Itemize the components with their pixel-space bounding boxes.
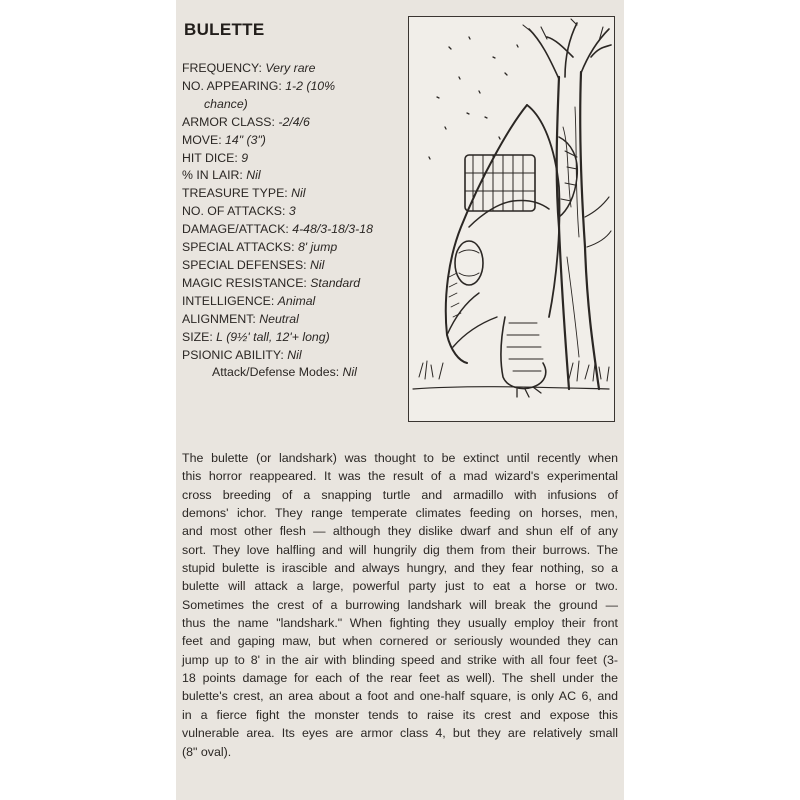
document-page	[176, 0, 624, 800]
stat-treasure-type: TREASURE TYPE: Nil	[182, 186, 306, 201]
description-line: (8" oval).	[182, 744, 232, 759]
stat-block	[182, 60, 408, 382]
description-line: bulette will attack a large, powerful party just to eat a horse or two.	[182, 579, 618, 594]
description-line: feet and gaping maw, but when cornered or seriously wounded they can	[182, 634, 618, 649]
stat-intelligence: INTELLIGENCE: Animal	[182, 293, 316, 308]
description-line: Sometimes the crest of a burrowing landshark will break the ground —	[182, 597, 618, 612]
stat-alignment: ALIGNMENT: Neutral	[182, 311, 299, 326]
stat-move: MOVE: 14" (3")	[182, 132, 266, 147]
stat-special-defenses: SPECIAL DEFENSES: Nil	[182, 257, 325, 272]
stat-attack-defense-modes: Attack/Defense Modes: Nil	[212, 365, 357, 380]
bulette-drawing	[409, 17, 613, 420]
stat-in-lair: % IN LAIR: Nil	[182, 168, 261, 183]
stat-psionic-ability: PSIONIC ABILITY: Nil	[182, 347, 302, 362]
stat-no-appearing: NO. APPEARING: 1-2 (10%	[182, 78, 336, 93]
description-line: cross breeding of a snapping turtle and armadillo with infusions of	[182, 487, 618, 502]
stat-armor-class: ARMOR CLASS: -2/4/6	[182, 114, 310, 129]
description-line: jump up to 8' in the air with blinding speed and strike with all four feet (3-	[182, 652, 618, 667]
description-line: thus the name "landshark." When fighting they usually employ their front	[182, 616, 618, 631]
description-line: stupid bulette is irascible and always hungry, and they fear nothing, so a	[182, 561, 618, 576]
stat-no-of-attacks: NO. OF ATTACKS: 3	[182, 204, 296, 219]
description-line: and most other flesh — although they dislike dwarf and shun elf of any	[182, 524, 618, 539]
stat-frequency: FREQUENCY: Very rare	[182, 61, 316, 75]
description	[182, 449, 618, 761]
description-line: The bulette (or landshark) was thought to be extinct until recently when	[182, 451, 618, 465]
description-line: 18 points damage for each of the rear feet as well). The shell under the	[182, 671, 618, 686]
description-line: vulnerable area. Its eyes are armor class 4, but they are relatively small	[182, 726, 618, 741]
monster-title: BULETTE	[184, 20, 265, 39]
stat-hit-dice: HIT DICE: 9	[182, 150, 249, 165]
description-line: demons' ichor. They range temperate climates feeding on horses, men,	[182, 506, 618, 521]
stat-damage-attack: DAMAGE/ATTACK: 4-48/3-18/3-18	[182, 222, 373, 237]
stat-size: SIZE: L (9½' tall, 12'+ long)	[182, 329, 330, 344]
description-line: in a fierce fight the monster tends to raise its crest and expose this	[182, 707, 618, 722]
description-line: sort. They love halfling and will hungrily dig them from their burrows. The	[182, 542, 618, 557]
stat-magic-resistance: MAGIC RESISTANCE: Standard	[182, 275, 361, 290]
stat-no-appearing-continued: chance)	[204, 96, 248, 111]
description-line: this horror reappeared. It was the result of a mad wizard's experimental	[182, 469, 618, 484]
stat-special-attacks: SPECIAL ATTACKS: 8' jump	[182, 240, 338, 255]
description-line: bulette's crest, an area about a foot and one-half square, is only AC 6, and	[182, 689, 618, 704]
bulette-illustration	[408, 16, 615, 422]
